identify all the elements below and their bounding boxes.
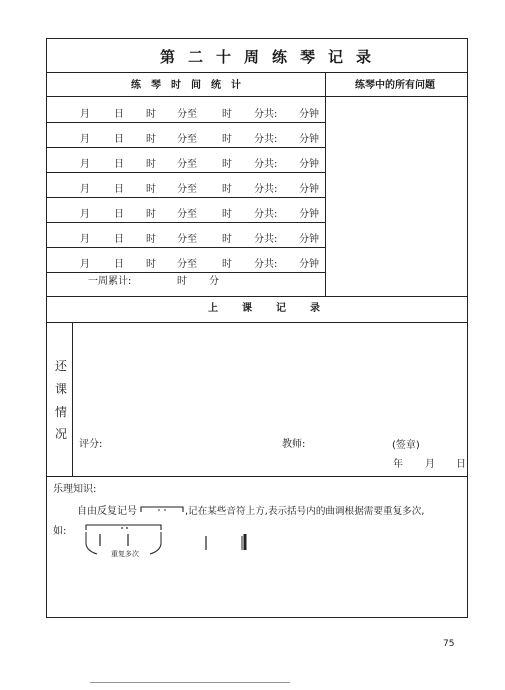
- row-day: 日: [114, 134, 124, 145]
- row-minute-to: 分至: [177, 209, 197, 220]
- row-hour2: 时: [222, 134, 232, 145]
- row-hour: 时: [146, 209, 156, 220]
- date-day: 日: [456, 459, 466, 470]
- row-minute-to: 分至: [177, 159, 197, 170]
- row-month: 月: [80, 234, 90, 245]
- row-minutes: 分钟: [299, 134, 319, 145]
- practice-row: [0, 97, 505, 122]
- weekly-total-minute: 分: [209, 276, 219, 287]
- row-day: 日: [114, 234, 124, 245]
- row-hour: 时: [146, 109, 156, 120]
- practice-row: [0, 247, 505, 272]
- page-number: 75: [443, 639, 455, 649]
- example-label: 如:: [53, 526, 67, 537]
- row-minute-to: 分至: [177, 234, 197, 245]
- date-year: 年: [393, 459, 403, 470]
- row-minute-total: 分共:: [254, 109, 278, 120]
- row-minute-to: 分至: [177, 134, 197, 145]
- page-title: 第二十周练琴记录: [160, 48, 385, 66]
- row-hour2: 时: [222, 159, 232, 170]
- practice-row: [0, 172, 505, 197]
- row-hour: 时: [146, 259, 156, 270]
- repeat-bracket-icon: [73, 518, 273, 566]
- theory-line1-prefix: 自由反复记号: [77, 506, 137, 517]
- row-hour2: 时: [222, 259, 232, 270]
- repeat-sign-inline-icon: [140, 504, 184, 514]
- row-minutes: 分钟: [299, 109, 319, 120]
- row-minutes: 分钟: [299, 259, 319, 270]
- row-minute-total: 分共:: [254, 209, 278, 220]
- row-month: 月: [80, 209, 90, 220]
- row-hour: 时: [146, 184, 156, 195]
- teacher-label: 教师:: [282, 439, 306, 450]
- practice-row: [0, 222, 505, 247]
- row-month: 月: [80, 134, 90, 145]
- lesson-header-divider: [46, 322, 468, 323]
- repeat-example: [73, 518, 273, 566]
- row-minutes: 分钟: [299, 159, 319, 170]
- stats-bottom-divider: [46, 296, 468, 297]
- practice-stats-header: 练琴时间统计: [131, 80, 251, 91]
- lesson-side-char-3: 情: [55, 405, 68, 419]
- sign-label: (签章): [392, 440, 420, 451]
- row-minute-total: 分共:: [254, 234, 278, 245]
- row-minute-to: 分至: [177, 184, 197, 195]
- row-day: 日: [114, 209, 124, 220]
- title-divider: [46, 72, 468, 73]
- weekly-total-label: 一周累计:: [88, 276, 132, 287]
- lesson-side-char-2: 课: [55, 382, 68, 396]
- theory-line1-suffix: ,记在某些音符上方,表示括号内的曲调根据需要重复多次,: [185, 506, 425, 517]
- weekly-total-hour: 时: [177, 276, 187, 287]
- lesson-header: 上课记录: [208, 303, 344, 314]
- practice-row: [0, 147, 505, 172]
- problems-header: 练琴中的所有问题: [355, 80, 435, 91]
- row-month: 月: [80, 259, 90, 270]
- row-minute-total: 分共:: [254, 134, 278, 145]
- row-hour2: 时: [222, 184, 232, 195]
- bracket-caption: 重复多次: [111, 550, 139, 558]
- lesson-bottom-divider: [46, 476, 468, 477]
- row-hour: 时: [146, 159, 156, 170]
- row-minute-to: 分至: [177, 259, 197, 270]
- row-hour: 时: [146, 134, 156, 145]
- row-minutes: 分钟: [299, 234, 319, 245]
- row-hour2: 时: [222, 109, 232, 120]
- row-day: 日: [114, 259, 124, 270]
- score-label: 评分:: [79, 439, 103, 450]
- lesson-side-char-1: 还: [55, 359, 68, 373]
- row-hour2: 时: [222, 234, 232, 245]
- row-hour2: 时: [222, 209, 232, 220]
- scan-edge-line: [90, 682, 290, 683]
- row-minutes: 分钟: [299, 209, 319, 220]
- theory-heading: 乐理知识:: [53, 484, 97, 495]
- row-minute-total: 分共:: [254, 184, 278, 195]
- row-day: 日: [114, 109, 124, 120]
- lesson-side-divider: [72, 322, 73, 476]
- row-minute-total: 分共:: [254, 159, 278, 170]
- row-day: 日: [114, 159, 124, 170]
- row-month: 月: [80, 184, 90, 195]
- row-minute-to: 分至: [177, 109, 197, 120]
- row-month: 月: [80, 109, 90, 120]
- date-month: 月: [425, 459, 435, 470]
- row-hour: 时: [146, 234, 156, 245]
- row-month: 月: [80, 159, 90, 170]
- practice-row: [0, 197, 505, 222]
- practice-row: [0, 122, 505, 147]
- lesson-side-char-4: 况: [55, 427, 68, 441]
- row-day: 日: [114, 184, 124, 195]
- row-minute-total: 分共:: [254, 259, 278, 270]
- row-divider: [46, 272, 325, 273]
- row-minutes: 分钟: [299, 184, 319, 195]
